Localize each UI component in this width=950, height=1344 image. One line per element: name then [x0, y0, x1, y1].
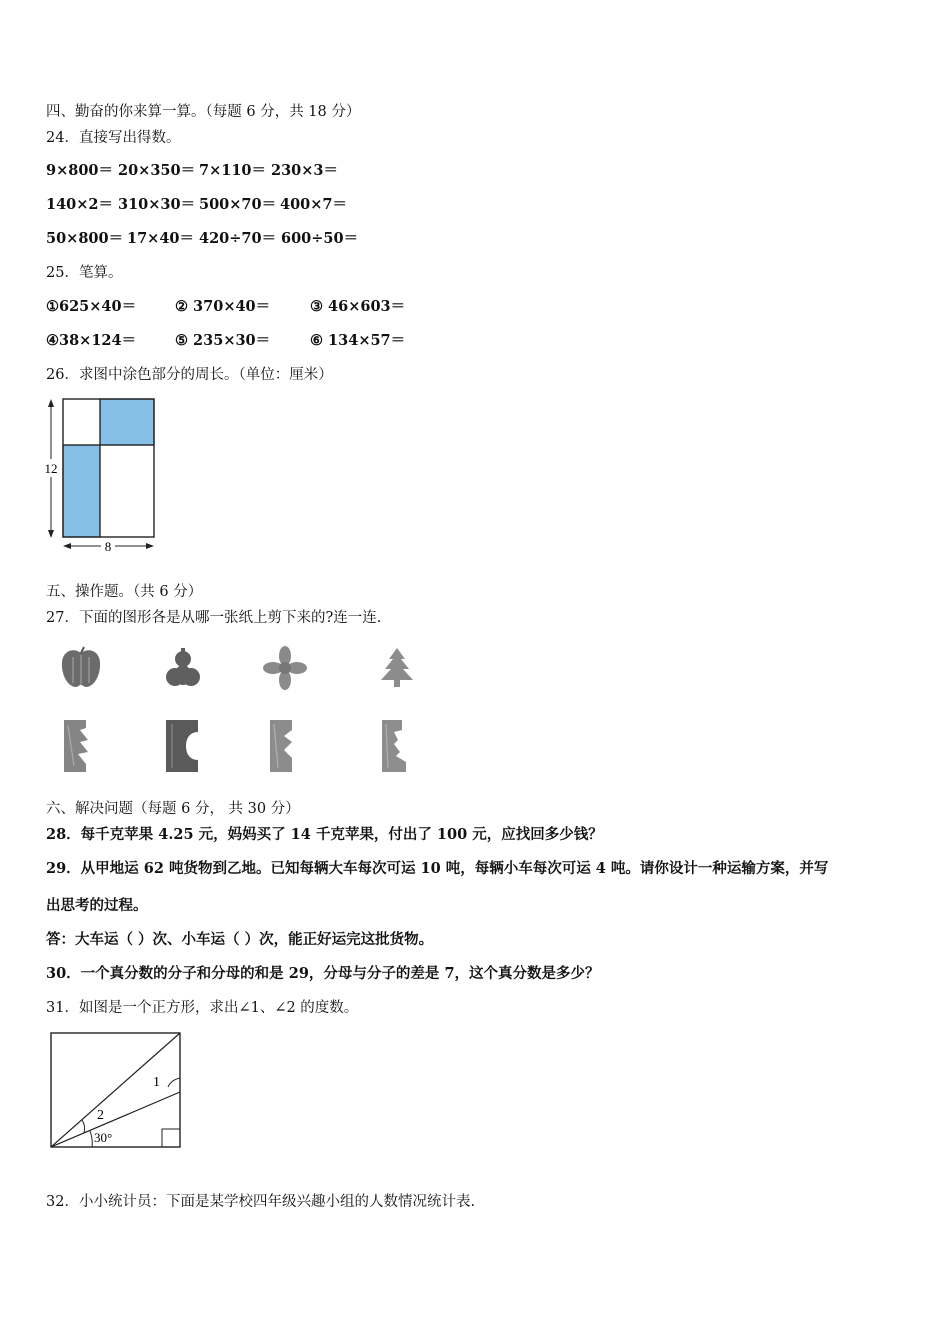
question-25-title: 25．笔算。 [46, 265, 123, 281]
height-arrow-bottom [48, 530, 54, 538]
angle-30-arc [90, 1131, 92, 1147]
right-angle-mark [162, 1129, 180, 1147]
paper-piece-2 [160, 718, 204, 774]
q24-item: 140×2＝ [46, 196, 114, 213]
question-26-title: 26．求图中涂色部分的周长。（单位：厘米） [46, 367, 333, 383]
angle-2-arc [82, 1120, 85, 1133]
paper-piece-1 [60, 718, 100, 774]
q25-item: ③ 46×603＝ [310, 298, 406, 315]
shaded-left-rect [63, 445, 100, 537]
question-29-line-2: 出思考的过程。 [46, 897, 148, 914]
q24-row-1 [46, 161, 338, 181]
square-angle-figure [44, 1028, 189, 1154]
q24-item: 600÷50＝ [281, 230, 359, 247]
q24-item: 20×350＝ [118, 162, 196, 179]
q24-item: 500×70＝ [199, 196, 277, 213]
height-label: 12 [44, 461, 58, 476]
paper-piece-4 [376, 718, 416, 774]
width-label: 8 [104, 539, 112, 554]
q25-item: ①625×40＝ [46, 298, 137, 315]
question-32: 32．小小统计员：下面是某学校四年级兴趣小组的人数情况统计表. [46, 1194, 476, 1210]
section-5-title: 五、操作题。（共 6 分） [46, 584, 203, 600]
perimeter-figure [40, 393, 165, 558]
q24-item: 400×7＝ [280, 196, 348, 213]
q24-item: 7×110＝ [199, 162, 267, 179]
question-28: 28．每千克苹果 4.25 元，妈妈买了 14 千克苹果，付出了 100 元，应找回多少钱？ [46, 826, 603, 843]
q25-item: ② 370×40＝ [175, 298, 271, 315]
paper-piece-3 [264, 718, 304, 774]
tree-cutout-shape [374, 645, 420, 691]
q24-row-2 [46, 195, 347, 215]
question-31-title: 31．如图是一个正方形，求出∠1、∠2 的度数。 [46, 1000, 359, 1016]
q24-item: 17×40＝ [127, 230, 195, 247]
q24-item: 9×800＝ [46, 162, 114, 179]
q25-item: ⑥ 134×57＝ [310, 332, 406, 349]
q25-item: ④38×124＝ [46, 332, 137, 349]
q24-item: 230×3＝ [271, 162, 339, 179]
inner-line [51, 1092, 180, 1147]
angle-1-arc [168, 1078, 180, 1087]
apple-cutout-shape [58, 645, 104, 691]
q24-item: 420÷70＝ [199, 230, 277, 247]
q25-row-1 [46, 297, 405, 317]
gourd-cutout-shape [160, 645, 206, 691]
section-6-title: 六、解决问题（每题 6 分， 共 30 分） [46, 801, 300, 817]
diagonal-line [51, 1033, 180, 1147]
section-4-title: 四、勤奋的你来算一算。（每题 6 分，共 18 分） [46, 104, 361, 120]
q24-item: 310×30＝ [118, 196, 196, 213]
q25-row-2 [46, 331, 405, 351]
question-30: 30．一个真分数的分子和分母的和是 29，分母与分子的差是 7，这个真分数是多少？ [46, 965, 600, 982]
q24-item: 50×800＝ [46, 230, 124, 247]
question-24-title: 24．直接写出得数。 [46, 130, 181, 146]
height-arrow-top [48, 399, 54, 407]
width-arrow-left [63, 543, 71, 549]
angle-30-label: 30° [94, 1130, 113, 1145]
flower-cutout-shape [262, 645, 308, 691]
angle-2-label: 2 [97, 1108, 104, 1123]
shaded-top-rect [100, 399, 154, 445]
question-29-line-1: 29．从甲地运 62 吨货物到乙地。已知每辆大车每次可运 10 吨，每辆小车每次可运 4 吨。请你设计一种运输方案，并写 [46, 860, 829, 877]
question-29-answer: 答：大车运（ ）次、小车运（ ）次，能正好运完这批货物。 [46, 931, 434, 948]
q24-row-3 [46, 229, 358, 249]
q25-item: ⑤ 235×30＝ [175, 332, 271, 349]
width-arrow-right [146, 543, 154, 549]
question-27-title: 27．下面的图形各是从哪一张纸上剪下来的?连一连. [46, 610, 382, 626]
angle-1-label: 1 [153, 1075, 160, 1090]
